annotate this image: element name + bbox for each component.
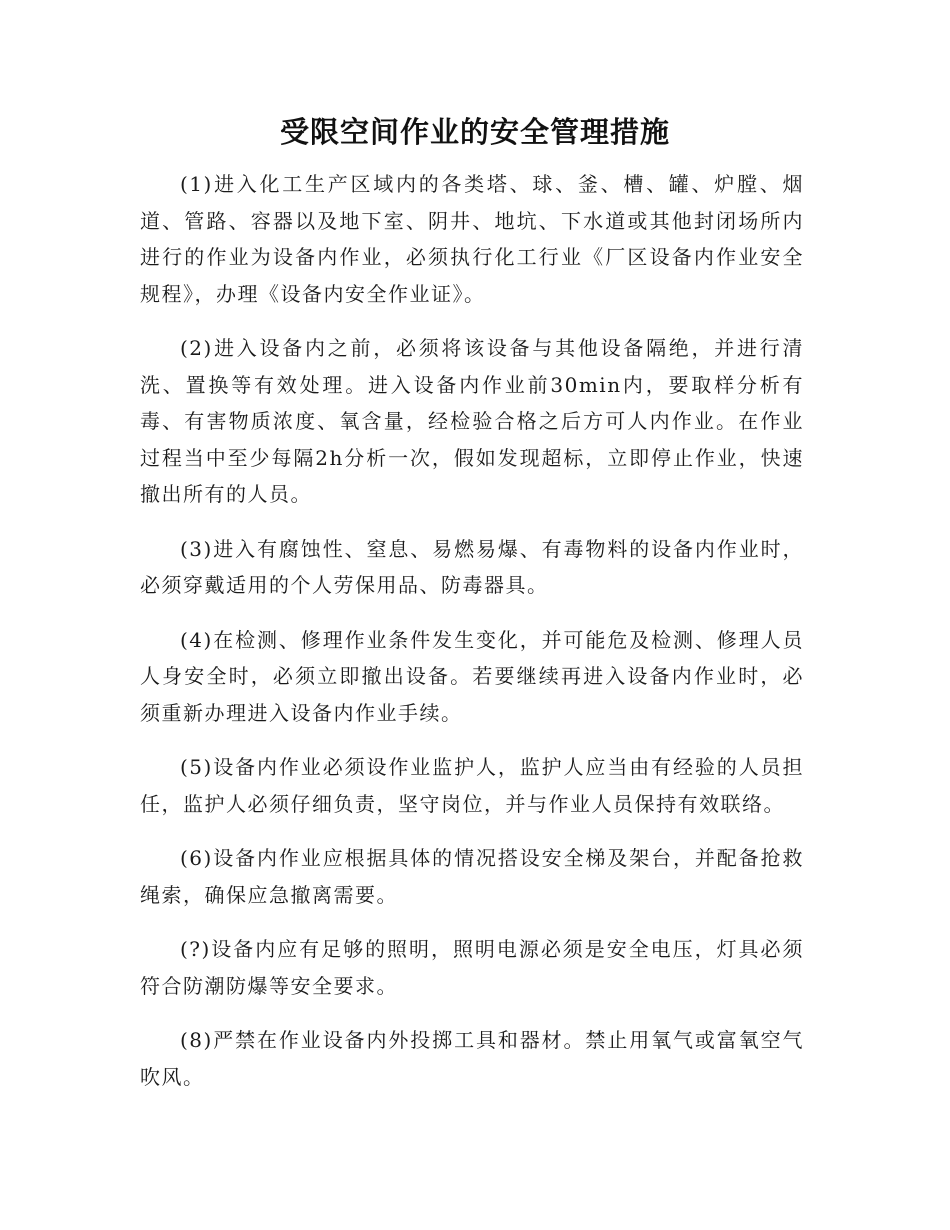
paragraph-3: (3)进入有腐蚀性、窒息、易燃易爆、有毒物料的设备内作业时，必须穿戴适用的个人劳保用品、防毒器具。: [140, 536, 804, 597]
paragraph-6: (6)设备内作业应根据具体的情况搭设安全梯及架台，并配备抢救绳索，确保应急撤离需要。: [140, 846, 804, 907]
document-title: 受限空间作业的安全管理措施: [279, 115, 670, 149]
document-body: [140, 166, 804, 1113]
paragraph-8: (8)严禁在作业设备内外投掷工具和器材。禁止用氧气或富氧空气吹风。: [140, 1028, 804, 1089]
paragraph-4: (4)在检测、修理作业条件发生变化，并可能危及检测、修理人员人身安全时，必须立即撤出设备。若要继续再进入设备内作业时，必须重新办理进入设备内作业手续。: [140, 627, 804, 725]
paragraph-1: (1)进入化工生产区域内的各类塔、球、釜、槽、罐、炉膛、烟道、管路、容器以及地下室、阴井、地坑、下水道或其他封闭场所内进行的作业为设备内作业，必须执行化工行业《厂区设备内作业安全规程》，办理《设备内安全作业证》。: [140, 172, 804, 306]
paragraph-7: (?)设备内应有足够的照明，照明电源必须是安全电压，灯具必须符合防潮防爆等安全要求。: [140, 937, 804, 998]
paragraph-5: (5)设备内作业必须设作业监护人，监护人应当由有经验的人员担任，监护人必须仔细负责，坚守岗位，并与作业人员保持有效联络。: [140, 755, 804, 816]
paragraph-2: (2)进入设备内之前，必须将该设备与其他设备隔绝，并进行清洗、置换等有效处理。进入设备内作业前30min内，要取样分析有毒、有害物质浓度、氧含量，经检验合格之后方可人内作业。在作业过程当中至少每隔2h分析一次，假如发现超标，立即停止作业，快速撤出所有的人员。: [140, 336, 804, 506]
